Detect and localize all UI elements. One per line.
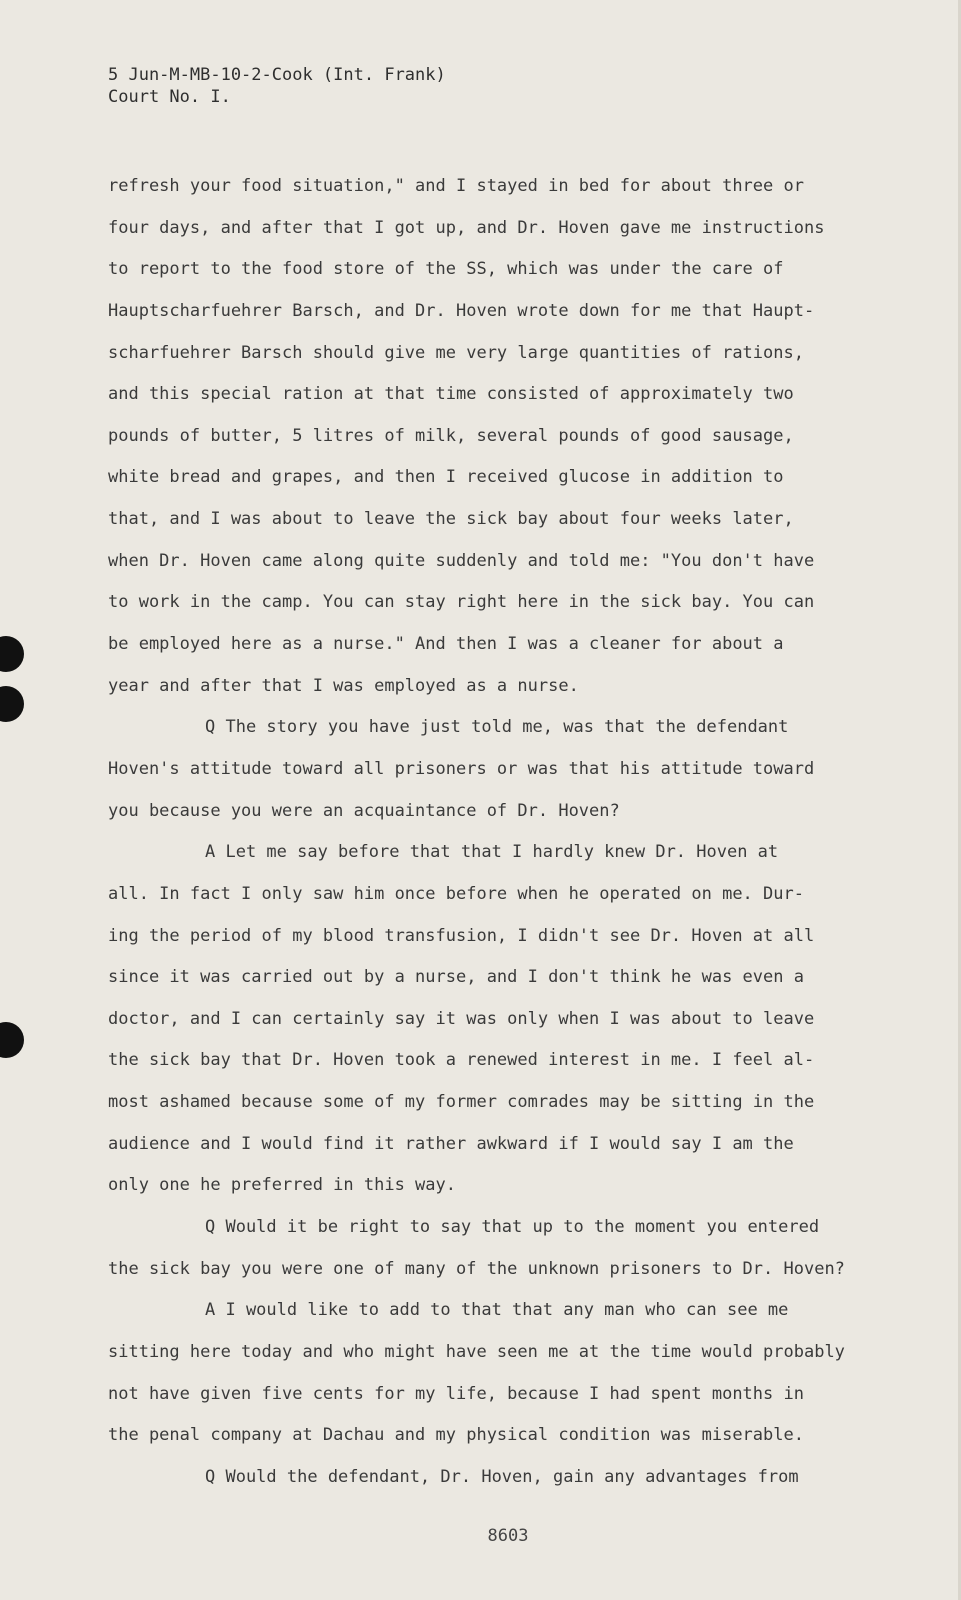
header-reference: 5 Jun-M-MB-10-2-Cook (Int. Frank) bbox=[108, 65, 446, 85]
transcript-line: and this special ration at that time consisted of approximately two bbox=[108, 384, 794, 405]
transcript-line: audience and I would find it rather awkward if I would say I am the bbox=[108, 1133, 794, 1154]
transcript-line: the sick bay you were one of many of the unknown prisoners to Dr. Hoven? bbox=[108, 1258, 845, 1279]
transcript-line: refresh your food situation," and I stayed in bed for about three or bbox=[108, 176, 804, 196]
punch-hole bbox=[0, 1022, 24, 1058]
transcript-line: when Dr. Hoven came along quite suddenly and told me: "You don't have bbox=[108, 550, 815, 571]
transcript-line: Q Would it be right to say that up to the moment you entered bbox=[205, 1217, 820, 1238]
transcript-line: be employed here as a nurse." And then I was a cleaner for about a bbox=[108, 634, 784, 655]
transcript-line: year and after that I was employed as a nurse. bbox=[108, 675, 579, 696]
transcript-line: the sick bay that Dr. Hoven took a renewed interest in me. I feel al- bbox=[108, 1050, 815, 1071]
transcript-line: that, and I was about to leave the sick bay about four weeks later, bbox=[108, 509, 794, 530]
transcript-line: white bread and grapes, and then I received glucose in addition to bbox=[108, 467, 784, 488]
transcript-line: to work in the camp. You can stay right here in the sick bay. You can bbox=[108, 592, 815, 613]
transcript-line: pounds of butter, 5 litres of milk, several pounds of good sausage, bbox=[108, 425, 794, 446]
transcript-line: most ashamed because some of my former comrades may be sitting in the bbox=[108, 1092, 815, 1113]
transcript-line: since it was carried out by a nurse, and I don't think he was even a bbox=[108, 967, 804, 988]
punch-hole bbox=[0, 636, 24, 672]
transcript-line: Q The story you have just told me, was that the defendant bbox=[205, 717, 789, 738]
transcript-line: four days, and after that I got up, and Dr. Hoven gave me instructions bbox=[108, 217, 825, 238]
transcript-line: the penal company at Dachau and my physical condition was miserable. bbox=[108, 1425, 804, 1446]
transcript-line: all. In fact I only saw him once before when he operated on me. Dur- bbox=[108, 883, 804, 904]
page-number: 8603 bbox=[487, 1526, 529, 1546]
transcript-line: only one he preferred in this way. bbox=[108, 1175, 456, 1196]
header-court: Court No. I. bbox=[108, 87, 231, 107]
transcript-line: A Let me say before that that I hardly knew Dr. Hoven at bbox=[205, 842, 779, 863]
transcript-line: ing the period of my blood transfusion, I didn't see Dr. Hoven at all bbox=[108, 925, 815, 946]
transcript-line: not have given five cents for my life, because I had spent months in bbox=[108, 1383, 804, 1404]
transcript-line: scharfuehrer Barsch should give me very large quantities of rations, bbox=[108, 342, 804, 363]
transcript-line: A I would like to add to that that any man who can see me bbox=[205, 1300, 789, 1321]
transcript-line: Hauptscharfuehrer Barsch, and Dr. Hoven wrote down for me that Haupt- bbox=[108, 300, 815, 321]
transcript-line: Hoven's attitude toward all prisoners or was that his attitude toward bbox=[108, 758, 815, 779]
transcript-line: to report to the food store of the SS, which was under the care of bbox=[108, 259, 784, 280]
transcript-line: Q Would the defendant, Dr. Hoven, gain any advantages from bbox=[205, 1466, 799, 1487]
document-header bbox=[108, 64, 446, 108]
transcript-line: doctor, and I can certainly say it was only when I was about to leave bbox=[108, 1008, 815, 1029]
transcript-line: sitting here today and who might have seen me at the time would probably bbox=[108, 1341, 845, 1362]
transcript-line: you because you were an acquaintance of Dr. Hoven? bbox=[108, 800, 620, 821]
transcript-body bbox=[108, 166, 948, 1499]
punch-hole bbox=[0, 686, 24, 722]
